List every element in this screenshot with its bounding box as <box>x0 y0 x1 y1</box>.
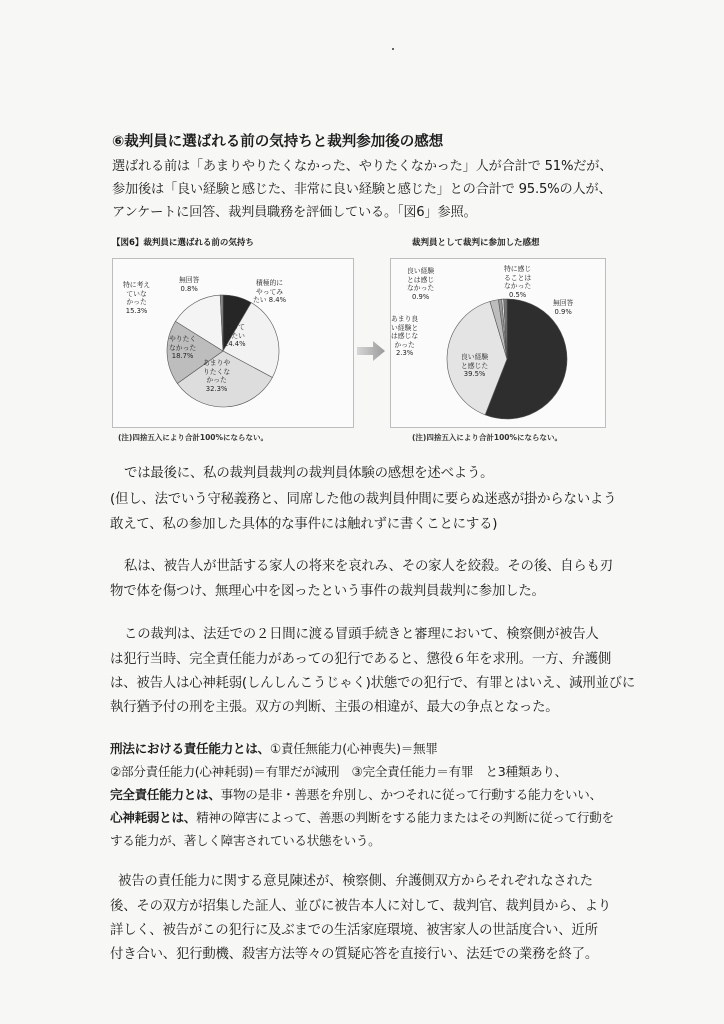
law-line-1-rest: ①責任無能力(心神喪失)＝無罪 <box>269 741 438 756</box>
right-pie-chart <box>390 258 606 428</box>
final-para-line-1: では最後に、私の裁判員裁判の裁判員体験の感想を述べよう。 <box>124 466 494 481</box>
left-label-no-thought: 特に考え ていな かった 15.3% <box>123 281 151 315</box>
law-line-1 <box>110 738 438 757</box>
right-label-not-good: 良い経験 とは感じ なかった 0.9% <box>407 267 435 301</box>
law-line-3-rest: 事物の是非・善悪を弁別し、かつそれに従って行動する能力をいい、 <box>220 787 602 802</box>
left-label-unwilling: やりたく なかった 18.7% <box>169 335 197 360</box>
law-line-5: する能力が、著しく障害されている状態をいう。 <box>110 833 381 848</box>
left-label-no-answer: 無回答 0.8% <box>179 276 200 293</box>
right-figure-note: (注)四捨五入により合計100%にならない。 <box>412 433 563 442</box>
law-line-4 <box>110 807 614 826</box>
trial-para-line-4: 執行猶予付の刑を主張。双方の判断、主張の相違が、最大の争点となった。 <box>110 700 559 715</box>
scan-speck <box>392 48 394 50</box>
left-label-willing: やって みたい 24.4% <box>224 323 246 348</box>
end-para-line-3: 詳しく、被告がこの犯行に及ぶまでの生活家庭環境、被害家人の世話度合い、近所 <box>110 923 598 938</box>
trial-para-line-3: は、被告人は心神耗弱(しんしんこうじゃく)状態での犯行で、有罪とはいえ、減刑並びに <box>110 676 636 691</box>
right-label-good: 良い経験 と感じた 39.5% <box>461 353 489 378</box>
case-para-line-2: 物で体を傷つけ、無理心中を図ったという事件の裁判員裁判に参加した。 <box>110 584 545 599</box>
section-heading: ⑥裁判員に選ばれる前の気持ちと裁判参加後の感想 <box>112 134 444 150</box>
final-para-line-2: (但し、法でいう守秘義務と、同席した他の裁判員仲間に要らぬ迷惑が掛からないよう <box>110 492 617 507</box>
arrow-icon <box>356 340 386 362</box>
trial-para-line-1: この裁判は、法廷での２日間に渡る冒頭手続きと審理において、検察側が被告人 <box>124 627 599 642</box>
law-line-4-bold: 心神耗弱とは、 <box>110 810 197 825</box>
trial-para-line-2: は犯行当時、完全責任能力があっての犯行であると、懲役６年を求刑。一方、弁護側 <box>110 652 612 667</box>
intro-line-2: 参加後は「良い経験と感じた、非常に良い経験と感じた」との合計で 95.5%の人が、 <box>112 182 612 197</box>
left-figure-note: (注)四捨五入により合計100%にならない。 <box>118 433 269 442</box>
law-line-4-rest: 精神の障害によって、善悪の判断をする能力またはその判断に従って行動を <box>196 810 614 825</box>
intro-line-3: アンケートに回答、裁判員職務を評価している。「図6」参照。 <box>112 205 477 220</box>
right-label-no-answer: 無回答 0.9% <box>553 299 574 316</box>
end-para-line-4: 付き合い、犯行動機、殺害方法等々の質疑応答を直接行い、法廷での業務を終了。 <box>110 947 599 962</box>
intro-line-1: 選ばれる前は「あまりやりたくなかった、やりたくなかった」人が合計で 51%だが、 <box>112 159 613 174</box>
figure-left-caption: 【図6】裁判員に選ばれる前の気持ち <box>112 238 254 248</box>
figure-right-caption: 裁判員として裁判に参加した感想 <box>412 238 540 248</box>
right-label-not-very-good: あまり良 い経験と は感じな かった 2.3% <box>391 315 419 357</box>
left-label-not-very: あまりや りたくな かった 32.3% <box>203 359 231 393</box>
law-line-3 <box>110 784 602 803</box>
case-para-line-1: 私は、被告人が世話する家人の将来を哀れみ、その家人を絞殺。その後、自らも刃 <box>124 559 613 574</box>
end-para-line-2: 後、その双方が招集した証人、並びに被告本人に対して、裁判官、裁判員から、より <box>110 899 611 914</box>
law-line-1-bold: 刑法における責任能力とは、 <box>110 741 270 756</box>
end-para-line-1: 被告の責任能力に関する意見陳述が、検察側、弁護側双方からそれぞれなされた <box>118 874 593 889</box>
left-pie-chart <box>112 258 354 428</box>
left-label-very-willing: 積極的に やってみ たい 8.4% <box>253 279 287 304</box>
law-line-2: ②部分責任能力(心神耗弱)＝有罪だが減刑 ③完全責任能力＝有罪 と3種類あり、 <box>110 764 567 779</box>
right-label-nothing: 特に感じ ることは なかった 0.5% <box>504 265 532 299</box>
law-line-3-bold: 完全責任能力とは、 <box>110 787 221 802</box>
final-para-line-3: 敢えて、私の参加した具体的な事件には触れずに書くことにする) <box>110 517 498 532</box>
